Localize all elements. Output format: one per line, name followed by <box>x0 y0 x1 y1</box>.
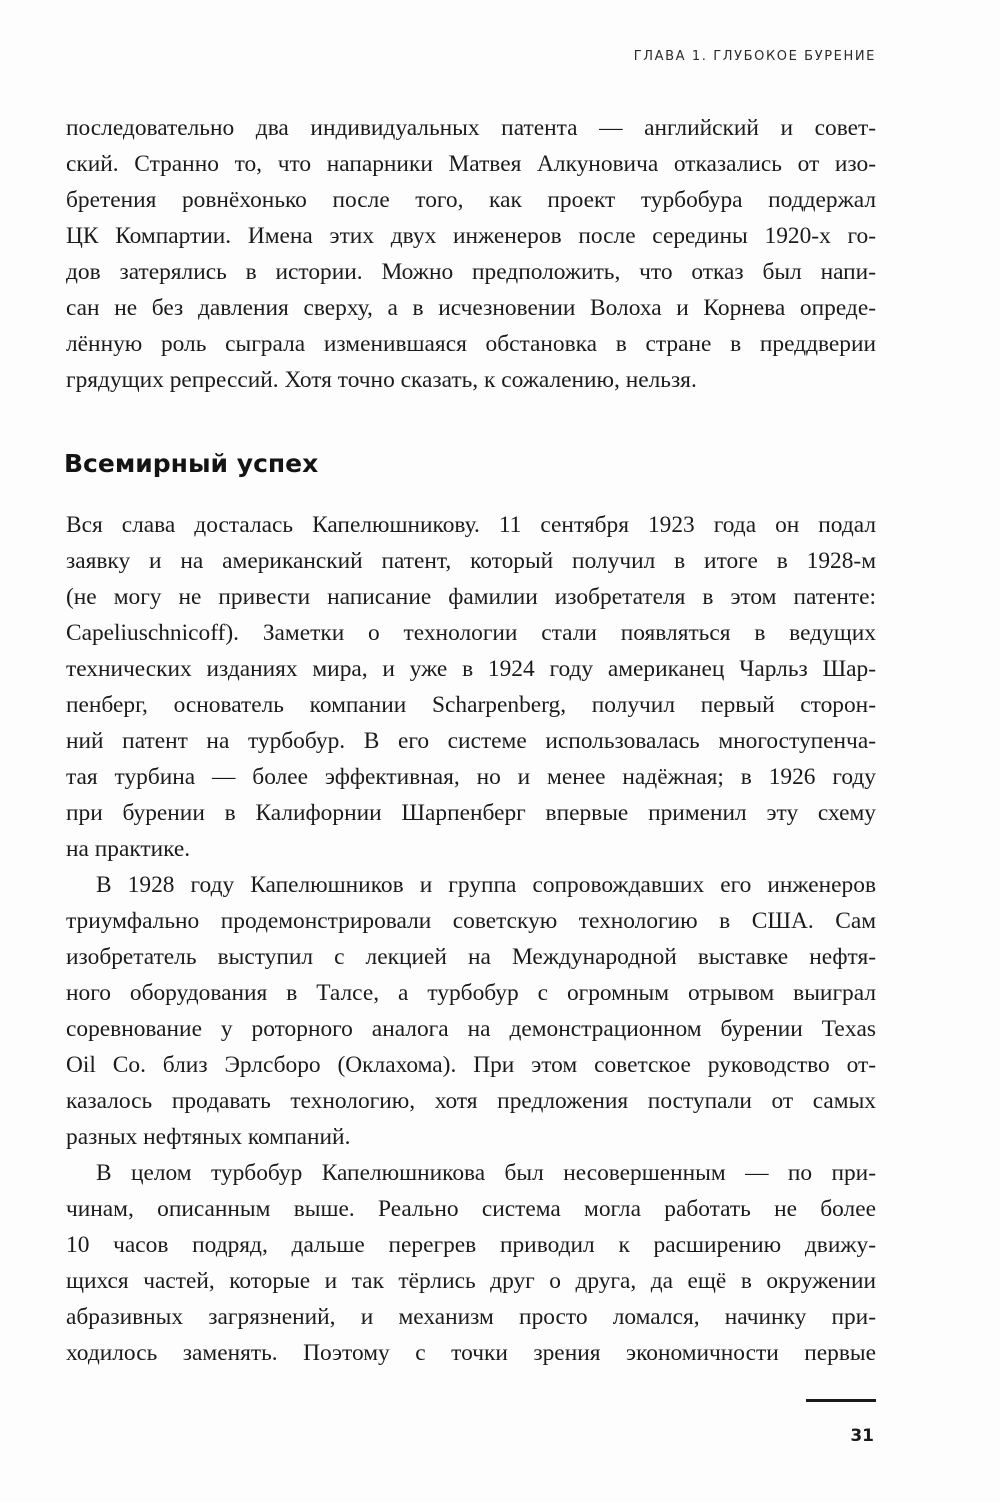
text-line: ного оборудования в Талсе, а турбобур с огромным отрывом выиграл <box>66 980 876 1006</box>
text-line: соревнование у роторного аналога на демонстрационном бурении Texas <box>66 1016 876 1042</box>
text-line: ходилось заменять. Поэтому с точки зрения экономичности первые <box>66 1340 876 1366</box>
text-line: бретения ровнёхонько после того, как проект турбобура поддержал <box>66 187 876 213</box>
text-line: щихся частей, которые и так тёрлись друг о друга, да ещё в окружении <box>66 1268 876 1294</box>
text-line: при бурении в Калифорнии Шарпенберг впервые применил эту схему <box>66 800 876 826</box>
text-line: сан не без давления сверху, а в исчезновении Волоха и Корнева опреде- <box>66 295 876 321</box>
page-number: 31 <box>850 1426 874 1446</box>
text-line: ский. Странно то, что напарники Матвея Алкуновича отказались от изо- <box>66 151 876 177</box>
text-line: тая турбина — более эффективная, но и менее надёжная; в 1926 году <box>66 764 876 790</box>
text-line: дов затерялись в истории. Можно предположить, что отказ был напи- <box>66 259 876 285</box>
paragraph-1 <box>66 110 876 398</box>
text-line: на практике. <box>66 836 191 862</box>
text-line: 10 часов подряд, дальше перегрев приводил к расширению движу- <box>66 1232 876 1258</box>
section-heading: Всемирный успех <box>64 449 319 478</box>
text-line: триумфально продемонстрировали советскую технологию в США. Сам <box>66 908 876 934</box>
text-line: казалось продавать технологию, хотя предложения поступали от самых <box>66 1088 876 1114</box>
text-line: ЦК Компартии. Имена этих двух инженеров после середины 1920-х го- <box>66 223 876 249</box>
text-line: Вся слава досталась Капелюшникову. 11 сентября 1923 года он подал <box>66 512 876 538</box>
text-line: В целом турбобур Капелюшникова был несовершенным — по при- <box>96 1160 876 1186</box>
text-line: изобретатель выступил с лекцией на Международной выставке нефтя- <box>66 944 876 970</box>
text-line: абразивных загрязнений, и механизм просто ломался, начинку при- <box>66 1304 876 1330</box>
text-line: заявку и на американский патент, который получил в итоге в 1928-м <box>66 548 876 574</box>
paragraph-3 <box>66 867 876 1155</box>
text-line: Oil Co. близ Эрлсборо (Оклахома). При этом советское руководство от- <box>66 1052 876 1078</box>
paragraph-4 <box>66 1155 876 1371</box>
text-line: грядущих репрессий. Хотя точно сказать, к сожалению, нельзя. <box>66 367 697 393</box>
text-line: разных нефтяных компаний. <box>66 1124 351 1150</box>
text-line: технических изданиях мира, и уже в 1924 году американец Чарльз Шар- <box>66 656 876 682</box>
text-line: (не могу не привести написание фамилии изобретателя в этом патенте: <box>66 584 876 610</box>
footer-rule <box>806 1399 876 1402</box>
text-line: чинам, описанным выше. Реально система могла работать не более <box>66 1196 876 1222</box>
text-line: пенберг, основатель компании Scharpenberg, получил первый сторон- <box>66 692 876 718</box>
text-line: ний патент на турбобур. В его системе использовалась многоступенча- <box>66 728 876 754</box>
text-line: В 1928 году Капелюшников и группа сопровождавших его инженеров <box>96 872 876 898</box>
text-line: последовательно два индивидуальных патента — английский и совет- <box>66 115 876 141</box>
running-header: ГЛАВА 1. ГЛУБОКОЕ БУРЕНИЕ <box>633 49 876 64</box>
text-line: лённую роль сыграла изменившаяся обстановка в стране в преддверии <box>66 331 876 357</box>
paragraph-2 <box>66 507 876 867</box>
text-line: Capeliuschnicoff). Заметки о технологии стали появляться в ведущих <box>66 620 876 646</box>
